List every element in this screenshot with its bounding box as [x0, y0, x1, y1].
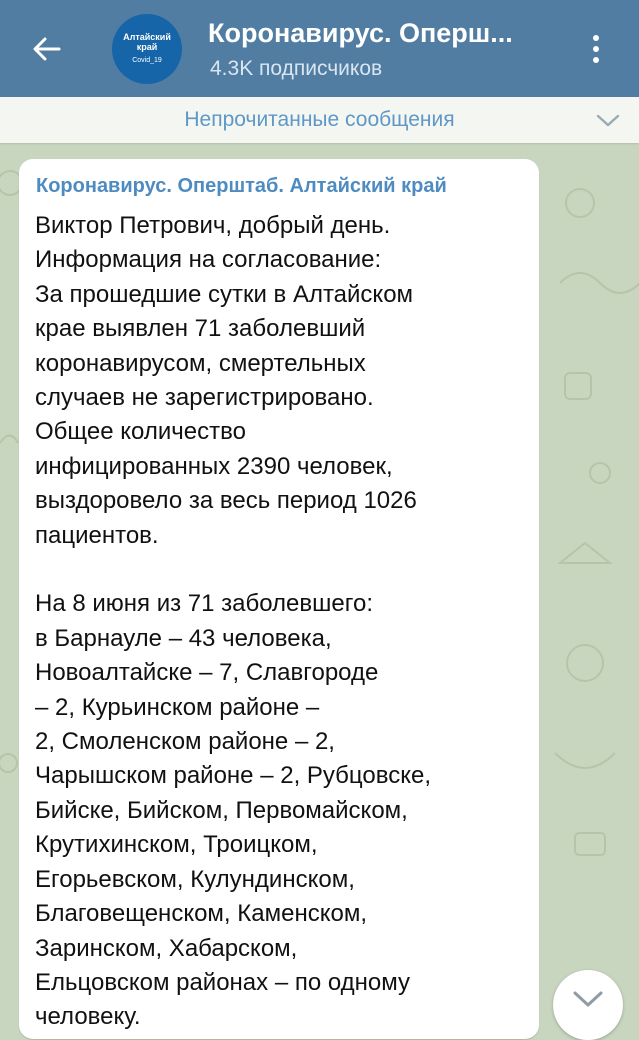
arrow-left-icon [33, 37, 61, 61]
message-line: Общее количество [35, 418, 246, 446]
message-line: выздоровело за весь период 1026 [35, 487, 417, 515]
message-line: Благовещенском, Каменском, [35, 900, 367, 928]
message-line: Егорьевском, Кулундинском, [35, 865, 355, 893]
chevron-down-icon[interactable] [595, 110, 621, 130]
unread-messages-label: Непрочитанные сообщения [184, 108, 455, 131]
message-bubble[interactable] [19, 159, 539, 1039]
message-line: человеку. [35, 1003, 141, 1031]
more-options-button[interactable] [582, 26, 610, 72]
message-line: случаев не зарегистрировано. [35, 384, 374, 412]
vertical-dots-icon [593, 35, 599, 41]
message-line: пациентов. [35, 521, 159, 549]
message-line: Чарышском районе – 2, Рубцовске, [35, 762, 432, 790]
message-line: Заринском, Хабарском, [35, 934, 298, 962]
back-button[interactable] [22, 24, 72, 74]
message-line: Информация на согласование: [35, 246, 382, 274]
message-sender[interactable]: Коронавирус. Оперштаб. Алтайский край [36, 175, 447, 197]
subscriber-count: 4.3K подписчиков [210, 57, 383, 80]
message-text [35, 209, 525, 1035]
scroll-down-button[interactable] [553, 970, 623, 1040]
message-line: в Барнауле – 43 человека, [35, 624, 332, 652]
avatar-line1: Алтайский [123, 32, 171, 42]
message-line: коронавирусом, смертельных [35, 349, 366, 377]
message-line: За прошедшие сутки в Алтайском [35, 280, 414, 308]
message-line: крае выявлен 71 заболевший [35, 315, 366, 343]
chevron-down-icon [571, 988, 605, 1010]
channel-avatar[interactable] [112, 14, 182, 84]
message-line: инфицированных 2390 человек, [35, 452, 393, 480]
message-line: 2, Смоленском районе – 2, [35, 728, 335, 756]
message-line: Бийске, Бийском, Первомайском, [35, 796, 408, 824]
message-line: Виктор Петрович, добрый день. [35, 212, 391, 239]
avatar-line2: край [136, 42, 158, 52]
message-line: Ельцовском районах – по одному [35, 968, 411, 996]
message-blank-line [35, 553, 525, 587]
message-line: Крутихинском, Троицком, [35, 831, 318, 859]
channel-title[interactable]: Коронавирус. Оперш... [208, 18, 513, 48]
message-line: – 2, Курьинском районе – [35, 693, 320, 721]
unread-messages-bar[interactable] [0, 97, 639, 143]
message-line: Новоалтайске – 7, Славгороде [35, 659, 379, 687]
message-line: На 8 июня из 71 заболевшего: [35, 590, 373, 618]
chat-header [0, 0, 639, 97]
avatar-line3: Covid_19 [132, 57, 162, 64]
